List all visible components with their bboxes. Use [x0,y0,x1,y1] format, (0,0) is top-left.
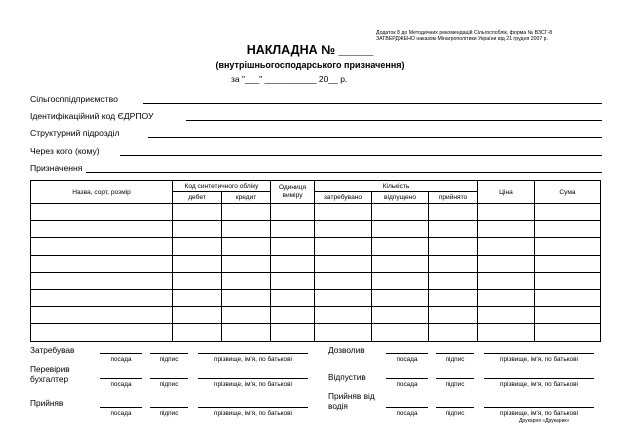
sig-accepted-driver-position-caption: посада [396,410,418,417]
sig-accepted-position-line[interactable] [100,407,142,408]
table-cell[interactable] [478,289,535,306]
form-approval-note [376,30,626,43]
table-cell[interactable] [372,255,429,272]
col-credit-header: кредит [222,192,271,204]
table-cell[interactable] [222,324,271,341]
table-cell[interactable] [478,307,535,324]
table-cell[interactable] [478,272,535,289]
sig-released-label: Відпустив [328,372,366,382]
table-cell[interactable] [271,255,315,272]
table-cell[interactable] [173,324,222,341]
table-cell[interactable] [535,238,601,255]
sig-requested-full-name-caption: прізвище, ім'я, по батькові [214,356,292,363]
sig-checked-label: Перевірив бухгалтер [30,364,70,384]
table-row [31,238,601,255]
sig-accepted-label: Прийняв [30,398,64,408]
table-cell[interactable] [535,307,601,324]
table-cell[interactable] [429,324,478,341]
sig-released-full-name-line[interactable] [484,378,594,379]
printer-imprint: Друкарня «Друкарик» [519,418,570,424]
table-row [31,289,601,306]
sig-allowed-position-line[interactable] [386,353,428,354]
table-cell[interactable] [429,289,478,306]
sig-requested-position-line[interactable] [100,353,142,354]
table-cell[interactable] [222,272,271,289]
table-cell[interactable] [271,204,315,221]
table-cell[interactable] [222,238,271,255]
field-edrpou-line[interactable] [186,120,602,121]
table-cell[interactable] [372,289,429,306]
table-cell[interactable] [222,307,271,324]
table-cell[interactable] [315,221,372,238]
table-cell[interactable] [372,221,429,238]
table-cell[interactable] [315,255,372,272]
table-row [31,204,601,221]
sig-accepted-full-name-caption: прізвище, ім'я, по батькові [214,410,292,417]
col-unit-header: Одиниця виміру [271,181,315,204]
date-line: за "___" ___________ 20__ р. [231,74,348,84]
sig-accepted-driver-full-name-caption: прізвище, ім'я, по батькові [500,410,578,417]
field-enterprise-label: Сільгосппідприємство [30,94,118,104]
table-cell[interactable] [173,307,222,324]
sig-released-position-line[interactable] [386,378,428,379]
table-cell[interactable] [315,324,372,341]
table-cell[interactable] [31,238,173,255]
table-cell[interactable] [429,221,478,238]
field-through-whom-line[interactable] [120,155,602,156]
sig-released-signature-caption: підпис [445,381,465,388]
table-cell[interactable] [535,221,601,238]
field-edrpou-label: Ідентифікаційний код ЄДРПОУ [30,111,154,121]
table-cell[interactable] [173,272,222,289]
table-cell[interactable] [429,238,478,255]
document-subtitle: (внутрішньогосподарського призначення) [215,60,405,70]
table-cell[interactable] [31,204,173,221]
sig-released-position-caption: посада [396,381,418,388]
table-cell[interactable] [271,272,315,289]
sig-allowed-label: Дозволив [328,345,365,355]
table-cell[interactable] [535,272,601,289]
table-cell[interactable] [271,221,315,238]
table-cell[interactable] [478,255,535,272]
table-cell[interactable] [271,307,315,324]
sig-allowed-position-caption: посада [396,356,418,363]
sig-allowed-signature-line[interactable] [436,353,474,354]
sig-checked-full-name-line[interactable] [198,378,308,379]
table-cell[interactable] [31,307,173,324]
table-cell[interactable] [535,289,601,306]
sig-accepted-driver-label: Прийняв від водія [328,391,375,411]
table-cell[interactable] [173,204,222,221]
table-cell[interactable] [31,272,173,289]
table-cell[interactable] [429,272,478,289]
table-cell[interactable] [372,324,429,341]
sig-accepted-driver-position-line[interactable] [386,407,428,408]
table-cell[interactable] [478,221,535,238]
col-debit-header: дебет [173,192,222,204]
field-division-line[interactable] [148,137,602,138]
table-cell[interactable] [372,204,429,221]
col-accepted-header: прийнято [429,192,478,204]
table-cell[interactable] [372,238,429,255]
sig-allowed-signature-caption: підпис [445,356,465,363]
table-cell[interactable] [173,221,222,238]
sig-checked-signature-caption: підпис [159,381,179,388]
table-cell[interactable] [173,238,222,255]
sig-checked-full-name-caption: прізвище, ім'я, по батькові [214,381,292,388]
sig-accepted-driver-signature-line[interactable] [436,407,474,408]
sig-requested-signature-caption: підпис [159,356,179,363]
field-purpose-label: Призначення [30,163,83,173]
sig-requested-label: Затребував [30,345,75,355]
sig-accepted-position-caption: посада [110,410,132,417]
col-price-header: Ціна [478,181,535,204]
table-cell[interactable] [535,324,601,341]
table-cell[interactable] [315,307,372,324]
sig-requested-position-caption: посада [110,356,132,363]
table-cell[interactable] [478,204,535,221]
table-cell[interactable] [222,204,271,221]
sig-allowed-full-name-line[interactable] [484,353,594,354]
col-requested-header: затребувано [315,192,372,204]
field-through-whom-label: Через кого (кому) [30,146,100,156]
table-cell[interactable] [271,324,315,341]
table-cell[interactable] [173,255,222,272]
table-cell[interactable] [222,255,271,272]
sig-checked-position-caption: посада [110,381,132,388]
goods-table [30,180,601,342]
table-cell[interactable] [372,272,429,289]
table-row [31,324,601,341]
sig-accepted-signature-caption: підпис [159,410,179,417]
table-cell[interactable] [222,289,271,306]
sig-allowed-full-name-caption: прізвище, ім'я, по батькові [500,356,578,363]
table-row [31,255,601,272]
field-enterprise-line[interactable] [143,103,602,104]
sig-requested-full-name-line[interactable] [198,353,308,354]
field-division-label: Структурний підрозділ [30,128,120,138]
field-purpose-line[interactable] [86,172,602,173]
sig-released-full-name-caption: прізвище, ім'я, по батькові [500,381,578,388]
table-cell[interactable] [31,289,173,306]
col-sum-header: Сума [535,181,601,204]
table-cell[interactable] [478,238,535,255]
table-cell[interactable] [31,255,173,272]
sig-released-signature-line[interactable] [436,378,474,379]
table-cell[interactable] [315,204,372,221]
table-cell[interactable] [271,238,315,255]
table-row [31,307,601,324]
sig-checked-position-line[interactable] [100,378,142,379]
table-cell[interactable] [429,307,478,324]
table-cell[interactable] [478,324,535,341]
table-cell[interactable] [429,255,478,272]
sig-requested-signature-line[interactable] [150,353,188,354]
col-released-header: відпущено [372,192,429,204]
col-quantity-header: Кількість [315,181,478,192]
table-cell[interactable] [222,221,271,238]
sig-accepted-full-name-line[interactable] [198,407,308,408]
col-name-header: Назва, сорт, розмір [31,181,173,204]
table-cell[interactable] [315,272,372,289]
sig-accepted-driver-full-name-line[interactable] [484,407,594,408]
table-row [31,221,601,238]
table-cell[interactable] [315,289,372,306]
table-cell[interactable] [271,289,315,306]
table-row [31,272,601,289]
form-note-line-2: ЗАТВЕРДЖЕНО наказом Мінагрополітики України від 21 грудня 2007 р. [376,36,548,43]
table-cell[interactable] [31,221,173,238]
table-cell[interactable] [173,289,222,306]
table-cell[interactable] [429,204,478,221]
sig-accepted-signature-line[interactable] [150,407,188,408]
table-cell[interactable] [315,238,372,255]
table-cell[interactable] [535,204,601,221]
sig-checked-signature-line[interactable] [150,378,188,379]
form-note-line-1: Додаток 8 до Методичних рекомендацій Сільгоспоблік, форма № ВЗСГ-8 [376,30,553,36]
sig-accepted-driver-signature-caption: підпис [445,410,465,417]
document-title: НАКЛАДНА № _____ [246,43,374,57]
table-cell[interactable] [372,307,429,324]
table-cell[interactable] [31,324,173,341]
col-synthetic-header: Код синтетичного обліку [173,181,271,192]
table-cell[interactable] [535,255,601,272]
